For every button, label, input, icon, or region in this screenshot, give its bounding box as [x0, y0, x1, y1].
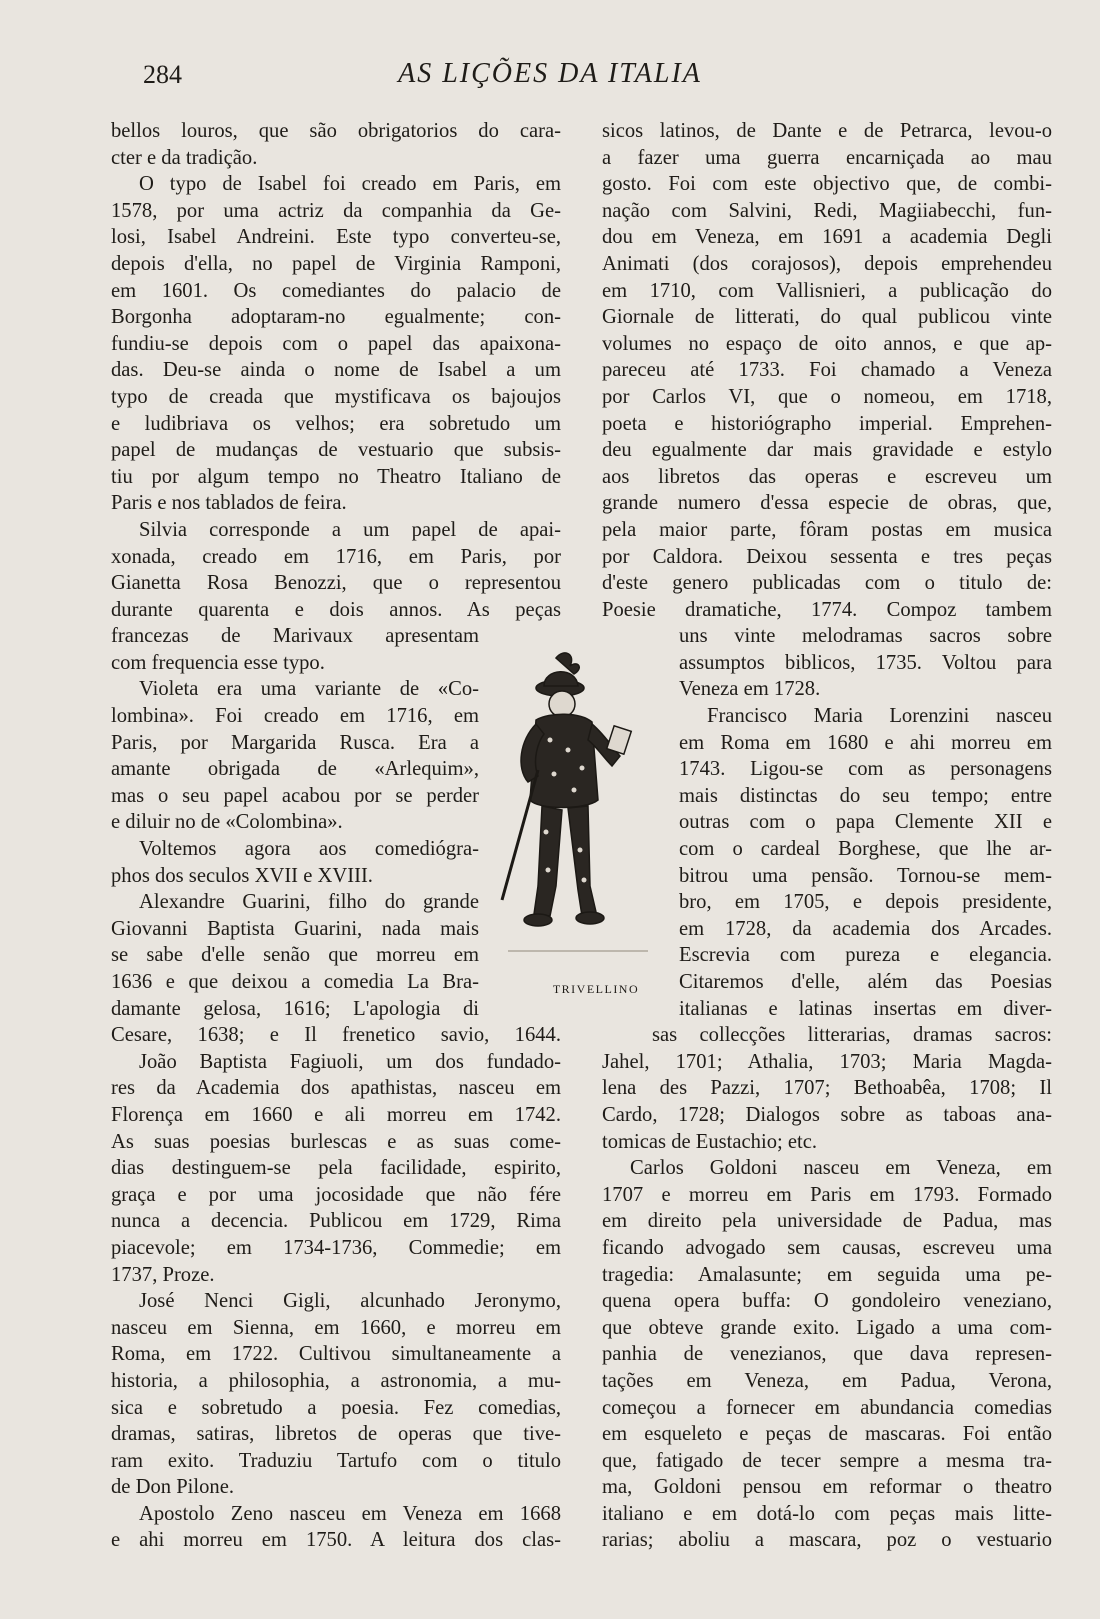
text-line: Roma, em 1722. Cultivou simultaneamente a — [111, 1343, 561, 1366]
text-line: Francisco Maria Lorenzini nasceu — [707, 705, 1052, 728]
text-line: durante quarenta e dois annos. As peças — [111, 598, 561, 621]
text-line: Jahel, 1701; Athalia, 1703; Maria Magda- — [602, 1050, 1052, 1073]
text-line: Voltemos agora aos comediógra- — [139, 838, 479, 861]
text-line: de Don Pilone. — [111, 1476, 234, 1499]
text-line: lombina». Foi creado em 1716, em — [111, 705, 479, 728]
text-line: Silvia corresponde a um papel de apai- — [139, 518, 561, 541]
text-wrap-around-figure — [679, 623, 1052, 1022]
text-line: com o cardeal Borghese, que lhe ar- — [679, 838, 1052, 861]
text-line: rarias; aboliu a mascara, poz o vestuario — [602, 1529, 1052, 1552]
text-line: em 1601. Os comediantes do palacio de — [111, 279, 561, 302]
text-line: volumes no espaço de oito annos, e que ap- — [602, 332, 1052, 355]
text-line: 1636 e que deixou a comedia La Bra- — [111, 971, 479, 993]
text-line: se sabe d'elle senão que morreu em — [111, 944, 479, 967]
text-line: papel de mudanças de vestuario que subsis- — [111, 439, 561, 462]
running-title: AS LIÇÕES DA ITALIA — [398, 58, 702, 89]
right-column — [602, 118, 1052, 1554]
text-line: ficando advogado sem causas, escreveu uma — [602, 1236, 1052, 1259]
text-line: por Carlos VI, que o nomeou, em 1718, — [602, 385, 1052, 408]
text-line: Giovanni Baptista Guarini, nada mais — [111, 917, 479, 940]
text-line: 1743. Ligou-se com as personagens — [679, 758, 1052, 781]
text-line: As suas poesias burlescas e as suas come- — [111, 1130, 561, 1153]
text-line: começou a fornecer em abundancia comedias — [602, 1396, 1052, 1419]
text-line: e diluir no de «Colombina». — [111, 811, 343, 834]
text-line: bitrou uma pensão. Tornou-se mem- — [679, 864, 1052, 887]
text-line: Cesare, 1638; e Il frenetico savio, 1644. — [111, 1024, 561, 1047]
text-line: que, fatigado de tecer sempre a mesma tra- — [602, 1449, 1052, 1472]
text-line: nação com Salvini, Redi, Magiiabecchi, fun- — [602, 199, 1052, 222]
text-line: tomicas de Eustachio; etc. — [602, 1130, 818, 1153]
text-line: fundiu-se depois com o papel das apaixona- — [111, 332, 561, 355]
text-line: aos libretos das operas e escreveu um — [602, 465, 1052, 488]
text-line: typo de creada que mystificava os bajoujos — [111, 385, 561, 408]
text-line: a fazer uma guerra encarniçada ao mau — [602, 146, 1052, 169]
text-line: e ahi morreu em 1750. A leitura dos clas- — [111, 1529, 561, 1552]
text-line: xonada, creado em 1716, em Paris, por — [111, 545, 561, 568]
text-line: assumptos biblicos, 1735. Voltou para — [679, 651, 1052, 674]
text-line: José Nenci Gigli, alcunhado Jeronymo, — [139, 1290, 561, 1313]
left-column — [111, 118, 561, 1554]
text-line: italianas e latinas insertas em diver- — [679, 997, 1052, 1020]
text-line: outras com o papa Clemente XII e — [679, 811, 1052, 834]
text-line: tiu por algum tempo no Theatro Italiano de — [111, 465, 561, 488]
text-line: graça e por uma jocosidade que não fére — [111, 1183, 561, 1206]
figure-caption: TRIVELLINO — [552, 982, 640, 996]
text-line: piacevole; em 1734-1736, Commedie; em — [111, 1236, 561, 1259]
text-line: Paris, por Margarida Rusca. Era a — [111, 731, 479, 754]
text-line: Florença em 1660 e ali morreu em 1742. — [111, 1103, 561, 1126]
text-line: cter e da tradição. — [111, 146, 258, 169]
text-line: 1578, por uma actriz da companhia da Ge- — [111, 199, 561, 222]
text-line: com frequencia esse typo. — [111, 651, 325, 674]
text-line: João Baptista Fagiuoli, um dos fundado- — [139, 1050, 561, 1073]
text-line: res da Academia dos apathistas, nasceu em — [111, 1077, 561, 1100]
text-line: das. Deu-se ainda o nome de Isabel a um — [111, 359, 561, 382]
text-line: por Caldora. Deixou sessenta e tres peças — [602, 545, 1052, 568]
text-line: em esqueleto e peças de mascaras. Foi então — [602, 1423, 1052, 1446]
text-line: quena opera buffa: O gondoleiro veneziano, — [602, 1290, 1052, 1313]
text-line: Borgonha adoptaram-no egualmente; con- — [111, 306, 561, 329]
text-line: em 1728, da academia dos Arcades. — [679, 917, 1052, 940]
harlequin-illustration — [498, 650, 648, 980]
text-line: poeta e historiógrapho imperial. Emprehen- — [602, 412, 1052, 435]
text-line: Animati (dos corajosos), depois emprehendeu — [602, 252, 1052, 275]
text-line: pareceu até 1733. Foi chamado a Veneza — [602, 359, 1052, 382]
text-line: phos dos seculos XVII e XVIII. — [111, 864, 373, 887]
text-line: d'este genero publicadas com o titulo de: — [602, 572, 1052, 595]
text-line: historia, a philosophia, a astronomia, a mu- — [111, 1369, 561, 1392]
text-line: 1737, Proze. — [111, 1263, 215, 1286]
text-line: gosto. Foi com este objectivo que, de combi- — [602, 173, 1052, 196]
text-line: amante obrigada de «Arlequim», — [111, 758, 479, 781]
text-line: Veneza em 1728. — [679, 678, 821, 701]
text-line: sas collecções litterarias, dramas sacros: — [652, 1024, 1052, 1047]
text-line: pela maior parte, fôram postas em musica — [602, 518, 1052, 541]
text-line: grande numero d'essa especie de obras, que, — [602, 492, 1052, 515]
text-line: Carlos Goldoni nasceu em Veneza, em — [630, 1157, 1052, 1180]
text-line: Cardo, 1728; Dialogos sobre as taboas ana- — [602, 1103, 1052, 1126]
text-wrap-around-figure — [111, 623, 479, 1022]
text-line: mas o seu papel acabou por se perder — [111, 784, 479, 807]
text-line: sicos latinos, de Dante e de Petrarca, levou-o — [602, 120, 1052, 142]
text-line: dias destinguem-se pela facilidade, espirito, — [111, 1157, 561, 1180]
text-line: 1707 e morreu em Paris em 1793. Formado — [602, 1183, 1052, 1206]
text-line: em direito pela universidade de Padua, mas — [602, 1210, 1052, 1233]
text-line: sica e sobretudo a poesia. Fez comedias, — [111, 1396, 561, 1419]
text-line: e ludibriava os velhos; era sobretudo um — [111, 412, 561, 435]
text-line: Violeta era uma variante de «Co- — [139, 678, 479, 701]
text-line: nunca a decencia. Publicou em 1729, Rima — [111, 1210, 561, 1233]
text-line: dramas, satiras, libretos de operas que tive- — [111, 1423, 561, 1446]
text-line: deu egualmente dar mais gravidade e estylo — [602, 439, 1052, 462]
text-line: ma, Goldoni pensou em reformar o theatro — [602, 1476, 1052, 1499]
page-number: 284 — [143, 60, 182, 89]
text-line: tragedia: Amalasunte; em seguida uma pe- — [602, 1263, 1052, 1286]
text-line: uns vinte melodramas sacros sobre — [679, 625, 1052, 648]
text-line: italiano e em dotá-lo com peças mais litte- — [602, 1502, 1052, 1525]
text-line: bellos louros, que são obrigatorios do cara- — [111, 120, 561, 142]
text-line: em 1710, com Vallisnieri, a publicação do — [602, 279, 1052, 302]
text-line: mais distinctas do seu tempo; entre — [679, 784, 1052, 807]
text-line: lena des Pazzi, 1707; Bethoabêa, 1708; Il — [602, 1077, 1052, 1100]
text-line: Giornale de litterati, do qual publicou vinte — [602, 306, 1052, 329]
text-line: Gianetta Rosa Benozzi, que o representou — [111, 572, 561, 595]
text-line: que obteve grande exito. Ligado a uma com- — [602, 1316, 1052, 1339]
text-line: dou em Veneza, em 1691 a academia Degli — [602, 226, 1052, 249]
text-line: losi, Isabel Andreini. Este typo converteu-se, — [111, 226, 561, 249]
text-line: nasceu em Sienna, em 1660, e morreu em — [111, 1316, 561, 1339]
text-line: damante gelosa, 1616; L'apologia di — [111, 997, 479, 1020]
text-line: Alexandre Guarini, filho do grande — [139, 891, 479, 914]
text-line: O typo de Isabel foi creado em Paris, em — [139, 173, 561, 196]
text-line: em Roma em 1680 e ahi morreu em — [679, 731, 1052, 754]
text-line: depois d'ella, no papel de Virginia Ramponi, — [111, 252, 561, 275]
text-line: Apostolo Zeno nasceu em Veneza em 1668 — [139, 1502, 561, 1525]
text-line: francezas de Marivaux apresentam — [111, 625, 479, 648]
text-line: Paris e nos tablados de feira. — [111, 492, 347, 515]
text-line: ram exito. Traduziu Tartufo com o titulo — [111, 1449, 561, 1472]
text-line: Escrevia com pureza e elegancia. — [679, 944, 1052, 967]
text-line: Citaremos d'elle, além das Poesias — [679, 971, 1052, 993]
text-line: Poesie dramatiche, 1774. Compoz tambem — [602, 598, 1052, 621]
text-line: panhia de venezianos, que dava represen- — [602, 1343, 1052, 1366]
text-line: tações em Veneza, em Padua, Verona, — [602, 1369, 1052, 1392]
text-line: bro, em 1705, e depois presidente, — [679, 891, 1052, 914]
